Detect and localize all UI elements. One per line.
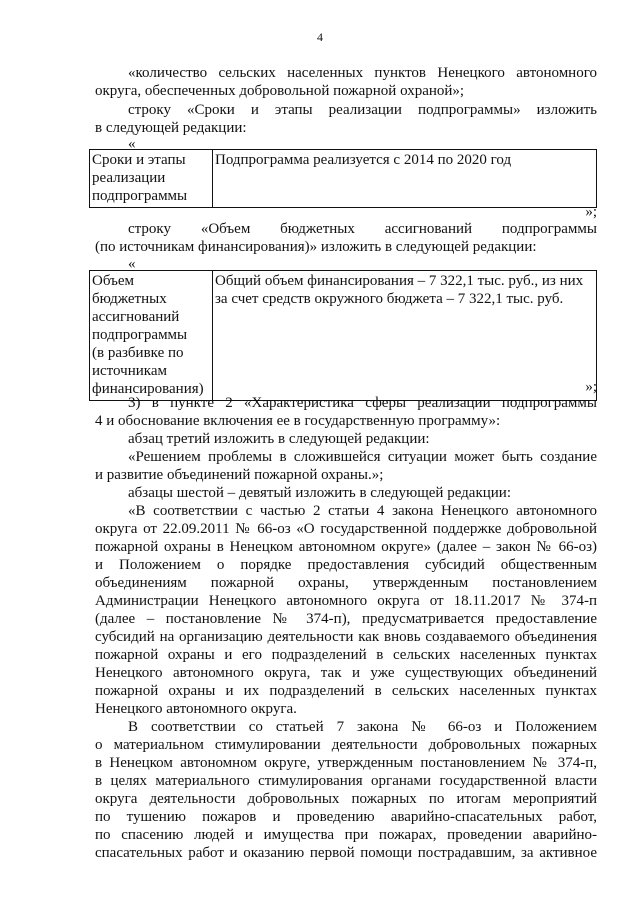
table-value-line: за счет средств окружного бюджета – 7 322,1 тыс. руб. — [215, 291, 564, 307]
table-label-line: (в разбивке по — [92, 345, 184, 361]
table-label-line: подпрограммы — [92, 327, 188, 343]
paragraph1-line: Ненецкого автономного округа, так и уже существующих объединений — [95, 665, 597, 681]
paragraph1-line: пожарной охраны и его подразделений в сельских населенных пунктах — [95, 647, 597, 663]
instruction-budget-line-2: (по источникам финансирования)» изложить в следующей редакции: — [95, 239, 537, 255]
quote-line-1: «Решением проблемы в сложившейся ситуации может быть создание — [128, 449, 597, 465]
paragraph1-line: округа от 22.09.2011 № 66-оз «О государственной поддержке добровольной — [95, 521, 597, 537]
intro-line-1: «количество сельских населенных пунктов Ненецкого автономного — [128, 65, 597, 81]
table-value-cell — [213, 271, 597, 401]
section3-line-1: 3) в пункте 2 «Характеристика сферы реализации подпрограммы — [128, 395, 597, 411]
replacement-table-terms — [89, 149, 597, 208]
table-value-line: Общий объем финансирования – 7 322,1 тыс. руб., из них — [215, 273, 584, 289]
intro-line-2: округа, обеспеченных добровольной пожарной охраной»; — [95, 83, 465, 99]
table-label-line: финансирования) — [92, 381, 204, 397]
quote-line-2: и развитие объединений пожарной охраны.»; — [95, 467, 384, 483]
open-quote-1: « — [128, 136, 136, 152]
paragraph1-line: пожарной охраны в Ненецком автономном округе» (далее – закон № 66-оз) — [95, 539, 597, 555]
table-label-line: подпрограммы — [92, 188, 188, 204]
page-number: 4 — [317, 30, 323, 44]
close-mark-2: »; — [585, 379, 597, 395]
section3-line-2: 4 и обоснование включения ее в государственную программу»: — [95, 413, 501, 429]
paragraph1-line: Ненецкого автономного округа. — [95, 701, 297, 717]
paragraph2-line: В соответствии со статьей 7 закона № 66-оз и Положением — [128, 719, 597, 735]
paragraph1-line: и Положением о порядке предоставления субсидий общественным — [95, 557, 597, 573]
paragraph1-line: (далее – постановление № 374-п), предусматривается предоставление — [95, 611, 597, 627]
instruction-terms-line-2: в следующей редакции: — [95, 120, 247, 136]
table-value-cell — [213, 150, 597, 208]
table-label-cell — [90, 150, 213, 208]
paragraph1-line: «В соответствии с частью 2 статьи 4 закона Ненецкого автономного — [128, 503, 597, 519]
paragraph2-line: по спасению людей и имущества при пожарах, проведении аварийно- — [95, 827, 597, 843]
table-label-line: реализации — [92, 170, 166, 186]
paragraph1-line: пожарной охраны и их подразделений в сельских населенных пунктах — [95, 683, 597, 699]
table-label-line: ассигнований — [92, 309, 180, 325]
close-mark-1: »; — [585, 204, 597, 220]
table-label-line: Объем бюджетных — [92, 273, 167, 307]
open-quote-2: « — [128, 256, 136, 272]
paragraph2-line: спасательных работ и оказанию первой помощи пострадавшим, за активное — [95, 845, 597, 861]
paragraph2-line: в Ненецком автономном округе, утвержденным постановлением № 374-п, — [95, 755, 597, 771]
paragraph2-line: в целях материального стимулирования органами государственной власти — [95, 773, 597, 789]
paragraph2-line: по тушению пожаров и проведению аварийно-спасательных работ, — [95, 809, 597, 825]
instruction-terms-line-1: строку «Сроки и этапы реализации подпрограммы» изложить — [128, 102, 597, 118]
table-row — [90, 150, 597, 208]
abzac3-instruction: абзац третий изложить в следующей редакции: — [128, 431, 430, 447]
paragraph2-line: округа деятельности добровольных пожарных по итогам мероприятий — [95, 791, 597, 807]
replacement-table-budget — [89, 270, 597, 401]
table-label-line: источникам — [92, 363, 167, 379]
table-label-cell — [90, 271, 213, 401]
paragraph1-line: Администрации Ненецкого автономного округа от 18.11.2017 № 374-п — [95, 593, 597, 609]
paragraph2-line: о материальном стимулировании деятельности добровольных пожарных — [95, 737, 597, 753]
paragraph1-line: объединениям пожарной охраны, утвержденным постановлением — [95, 575, 597, 591]
table-row — [90, 271, 597, 401]
abzac6-9-instruction: абзацы шестой – девятый изложить в следующей редакции: — [128, 485, 511, 501]
instruction-budget-line-1: строку «Объем бюджетных ассигнований подпрограммы — [128, 221, 597, 237]
table-label-line: Сроки и этапы — [92, 152, 186, 168]
paragraph1-line: субсидий на организацию деятельности как вновь создаваемого объединения — [95, 629, 597, 645]
table-value-line: Подпрограмма реализуется с 2014 по 2020 год — [215, 152, 512, 168]
